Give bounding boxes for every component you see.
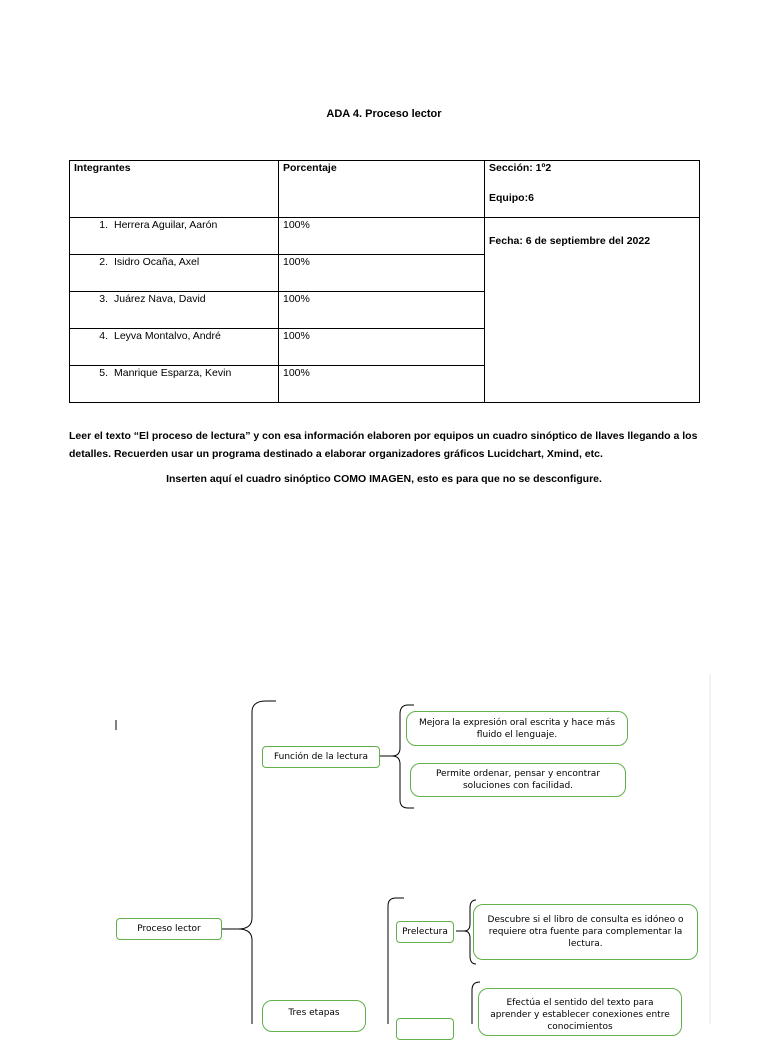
member-name: Herrera Aguilar, Aarón bbox=[114, 219, 218, 231]
member-name: Leyva Montalvo, André bbox=[114, 330, 221, 342]
prelectura-node: Prelectura bbox=[396, 921, 454, 943]
main-brace-bottom bbox=[238, 929, 252, 1024]
member-name-cell bbox=[70, 329, 279, 366]
etapas-brace bbox=[388, 898, 404, 1024]
header-integrantes: Integrantes bbox=[70, 161, 279, 218]
members-table bbox=[69, 160, 700, 403]
table-header-row bbox=[70, 161, 700, 218]
row-number: 3. bbox=[99, 293, 108, 305]
main-brace-top bbox=[222, 701, 276, 929]
tres-etapas-node: Tres etapas bbox=[262, 1000, 366, 1032]
insert-image-note: Inserten aquí el cuadro sinóptico COMO IMAGEN, esto es para que no se desconfigure. bbox=[166, 473, 602, 485]
lectura-detail: Efectúa el sentido del texto para aprender y establecer conexiones entre conocimientos bbox=[478, 988, 682, 1036]
synoptic-diagram bbox=[0, 670, 768, 1032]
prelectura-detail: Descubre si el libro de consulta es idóneo o requiere otra fuente para complementar la lectura. bbox=[473, 904, 698, 960]
member-percent: 100% bbox=[279, 329, 485, 366]
funcion-lectura-node: Función de la lectura bbox=[262, 746, 380, 768]
row-number: 4. bbox=[99, 330, 108, 342]
lectura-stage-node bbox=[396, 1018, 454, 1040]
row-number: 2. bbox=[99, 256, 108, 268]
member-name-cell bbox=[70, 366, 279, 403]
member-name-cell bbox=[70, 255, 279, 292]
member-name: Isidro Ocaña, Axel bbox=[114, 256, 200, 268]
member-percent: 100% bbox=[279, 292, 485, 329]
table-row bbox=[70, 218, 700, 255]
section-team-cell bbox=[485, 161, 700, 218]
member-name-cell bbox=[70, 218, 279, 255]
funcion-item-1: Mejora la expresión oral escrita y hace más fluido el lenguaje. bbox=[406, 711, 628, 746]
funcion-item-2: Permite ordenar, pensar y encontrar soluciones con facilidad. bbox=[410, 763, 626, 797]
member-percent: 100% bbox=[279, 255, 485, 292]
diagram-braces bbox=[0, 670, 768, 1024]
member-percent: 100% bbox=[279, 366, 485, 403]
equipo-label: Equipo:6 bbox=[489, 192, 534, 204]
document-title: ADA 4. Proceso lector bbox=[326, 108, 442, 120]
member-name: Manrique Esparza, Kevin bbox=[114, 367, 232, 379]
row-number: 1. bbox=[99, 219, 108, 231]
fecha-label: Fecha: 6 de septiembre del 2022 bbox=[489, 235, 651, 247]
fecha-cell bbox=[485, 218, 700, 403]
instructions-paragraph: Leer el texto “El proceso de lectura” y con esa información elaboren por equipos un cuadro sinóptico de llaves llegando a los detalles. Recuerden usar un programa destinado a elaborar organizadores gráficos Lucidchart, Xmind, etc. bbox=[69, 430, 698, 460]
member-name: Juárez Nava, David bbox=[114, 293, 206, 305]
proceso-lector-node: Proceso lector bbox=[116, 918, 222, 940]
member-name-cell bbox=[70, 292, 279, 329]
header-porcentaje: Porcentaje bbox=[279, 161, 485, 218]
row-number: 5. bbox=[99, 367, 108, 379]
member-percent: 100% bbox=[279, 218, 485, 255]
seccion-label: Sección: 1º2 bbox=[489, 162, 552, 174]
